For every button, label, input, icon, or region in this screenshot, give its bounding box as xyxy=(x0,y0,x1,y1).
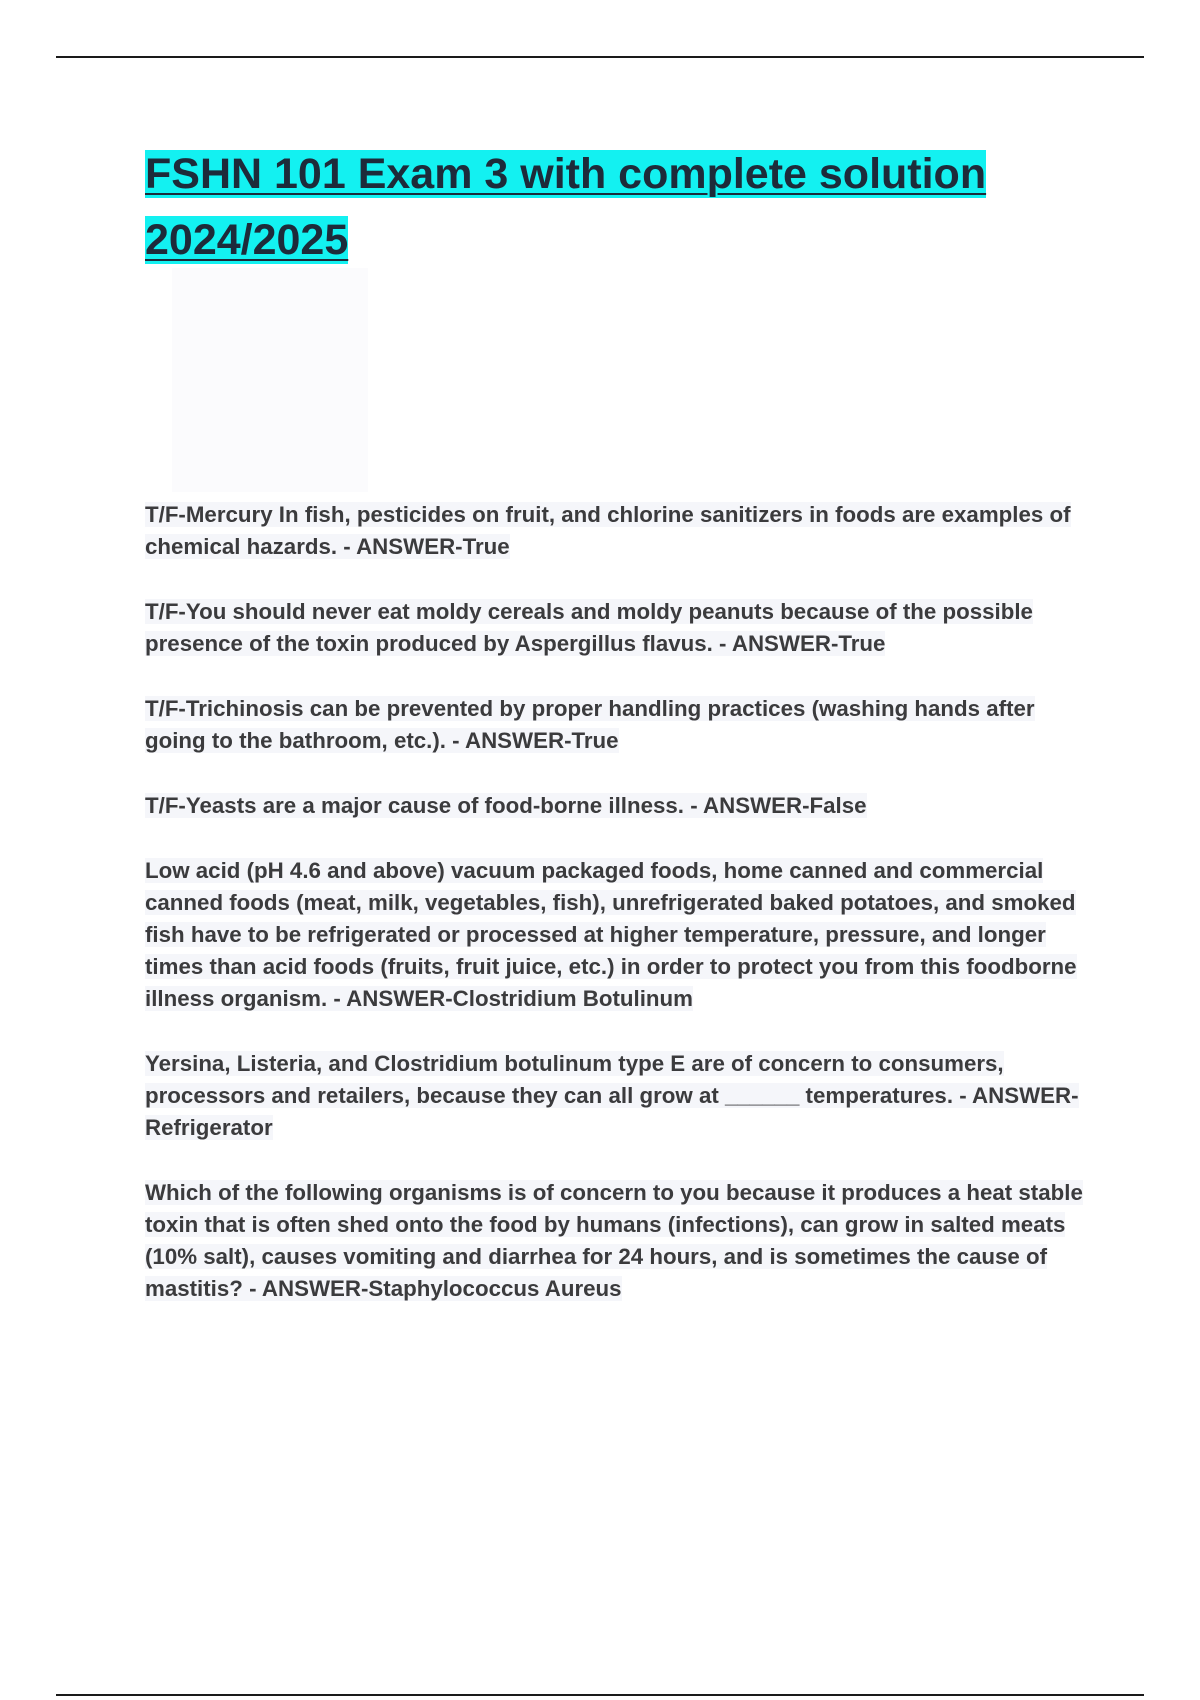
top-rule xyxy=(56,56,1144,58)
document-title xyxy=(145,141,1105,273)
qa-item-text: T/F-Yeasts are a major cause of food-borne illness. - ANSWER-False xyxy=(145,793,867,818)
qa-item-text: T/F-You should never eat moldy cereals and moldy peanuts because of the possible presence of the toxin produced by Aspergillus flavus. - ANSWER-True xyxy=(145,599,1033,656)
qa-item-text: T/F-Trichinosis can be prevented by proper handling practices (washing hands after going to the bathroom, etc.). - ANSWER-True xyxy=(145,696,1035,753)
qa-item xyxy=(145,790,1095,822)
qa-item xyxy=(145,693,1095,757)
qa-item xyxy=(145,855,1095,1015)
document-title-text: FSHN 101 Exam 3 with complete solution 2024/2025 xyxy=(145,150,987,264)
qa-item-text: Which of the following organisms is of concern to you because it produces a heat stable toxin that is often shed onto the food by humans (infections), can grow in salted meats (10% salt), causes vomiting and diarrhea for 24 hours, and is sometimes the cause of mastitis? - ANSWER-Staphylococcus Aureus xyxy=(145,1180,1083,1301)
qa-item xyxy=(145,1177,1095,1305)
bottom-rule xyxy=(56,1694,1144,1696)
qa-list xyxy=(145,499,1095,1338)
qa-item-text: Low acid (pH 4.6 and above) vacuum packaged foods, home canned and commercial canned foods (meat, milk, vegetables, fish), unrefrigerated baked potatoes, and smoked fish have to be refrigerated or processed at higher temperature, pressure, and longer times than acid foods (fruits, fruit juice, etc.) in order to protect you from this foodborne illness organism. - ANSWER-Clostridium Botulinum xyxy=(145,858,1077,1011)
qa-item-text: Yersina, Listeria, and Clostridium botulinum type E are of concern to consumers, processors and retailers, because they can all grow at ______ temperatures. - ANSWER-Refrigerator xyxy=(145,1051,1079,1140)
qa-item xyxy=(145,499,1095,563)
qa-item xyxy=(145,596,1095,660)
faded-placeholder xyxy=(172,268,368,492)
qa-item xyxy=(145,1048,1095,1144)
qa-item-text: T/F-Mercury In fish, pesticides on fruit, and chlorine sanitizers in foods are examples of chemical hazards. - ANSWER-True xyxy=(145,502,1071,559)
